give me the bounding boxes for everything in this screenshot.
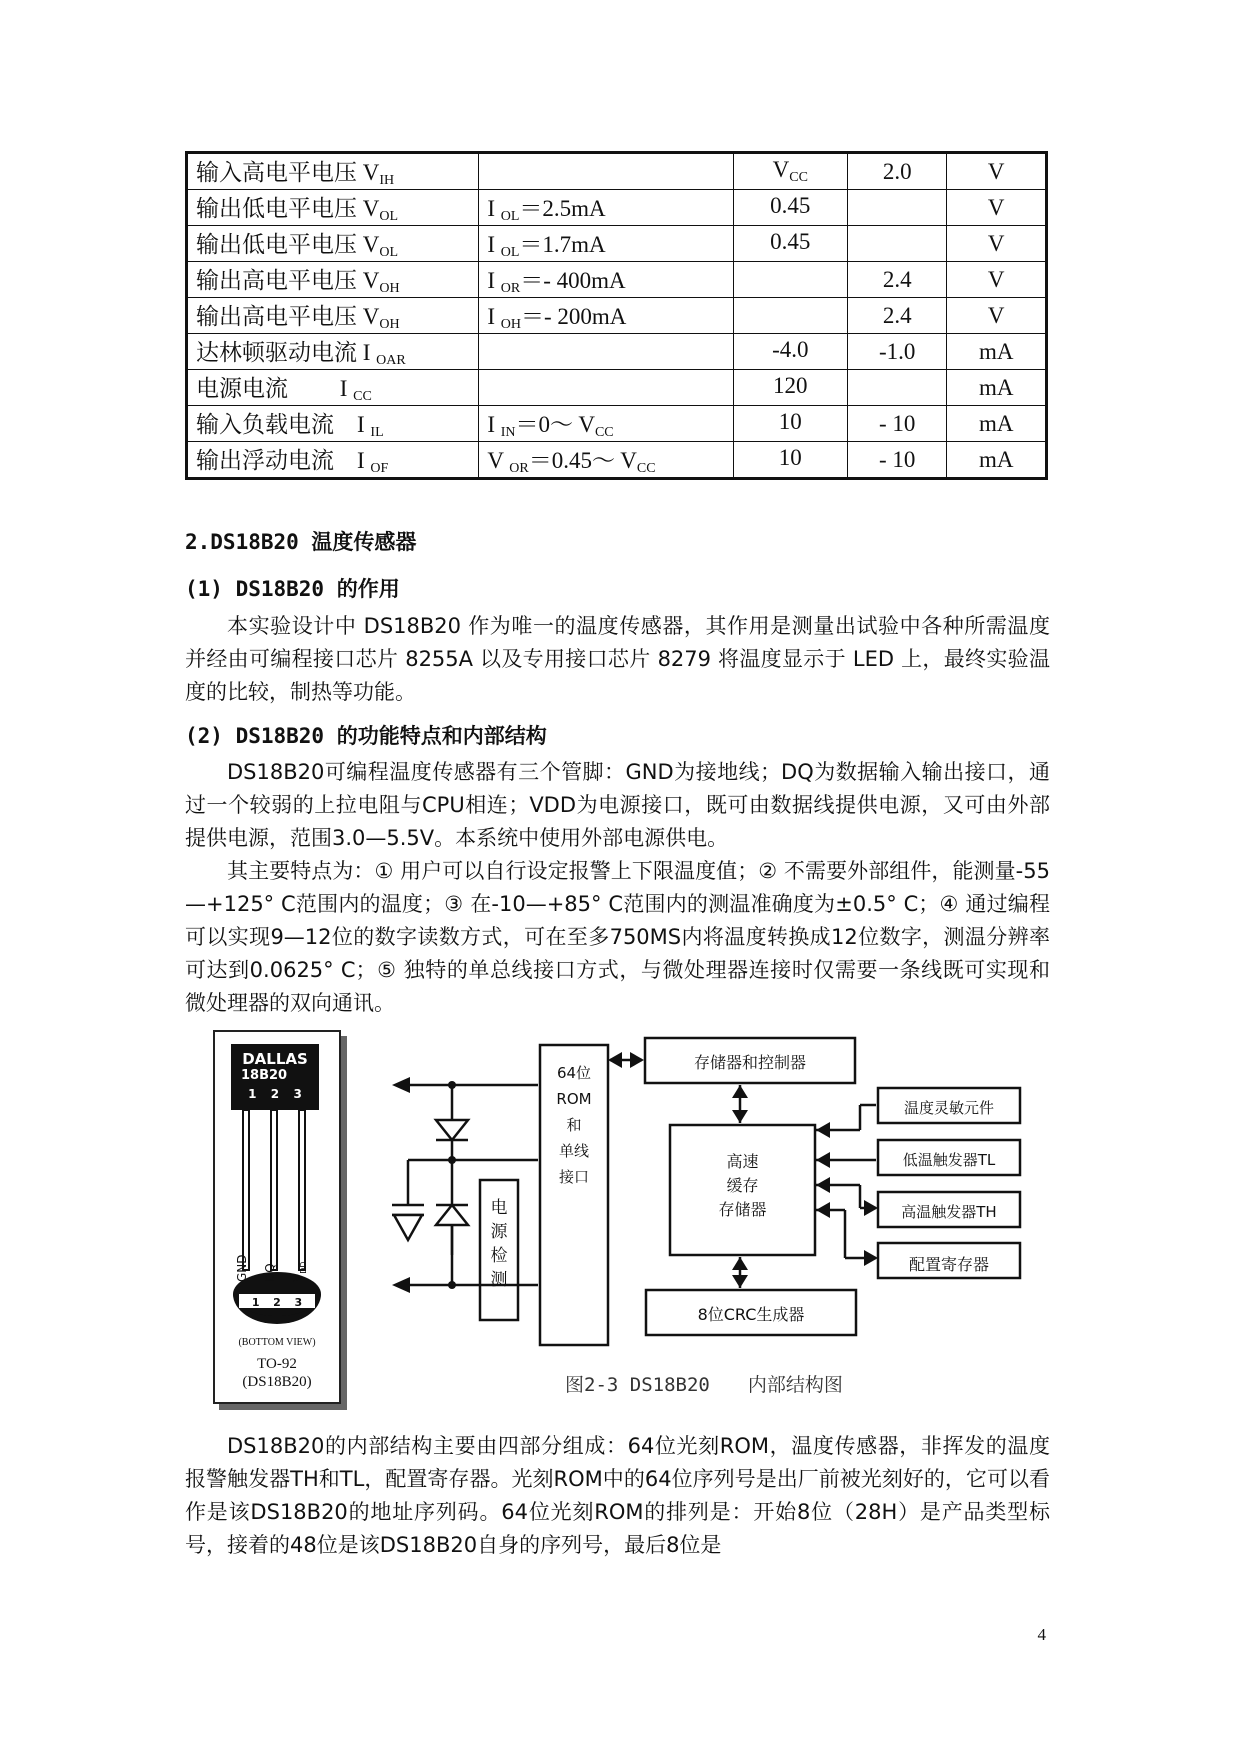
rom-line: 64位 [556, 1064, 592, 1082]
max-cell-text: 2.0 [882, 158, 912, 184]
condition-cell-text: ＝2.5mA [519, 196, 606, 221]
param-cell [187, 334, 479, 370]
rom-line: 单线 [558, 1142, 589, 1160]
unit-cell-text: mA [978, 338, 1014, 364]
condition-cell-subscript: OH [500, 317, 521, 332]
max-cell [847, 153, 947, 190]
max-cell-text: - 10 [879, 446, 916, 472]
condition-cell [479, 226, 733, 262]
scratchpad-line: 缓存 [726, 1176, 759, 1195]
min-cell-subscript: CC [789, 170, 808, 185]
unit-cell [947, 370, 1047, 406]
condition-cell-text: I [487, 196, 501, 221]
condition-cell-text: ＝0～ V [515, 412, 595, 437]
scratchpad-label [670, 1150, 815, 1222]
condition-cell [479, 370, 733, 406]
min-cell [733, 153, 847, 190]
power-detect-char: 检 [490, 1246, 508, 1266]
unit-cell-text: mA [978, 446, 1014, 472]
condition-cell [479, 334, 733, 370]
unit-cell-text: V [987, 230, 1005, 256]
subsection-title-1: (1) DS18B20 的作用 [185, 577, 400, 601]
paragraph-1 [185, 610, 1050, 709]
condition-cell-subscript: OR [509, 461, 529, 476]
max-cell [847, 406, 947, 442]
bottom-pin-number: 2 [273, 1296, 281, 1309]
unit-cell [947, 262, 1047, 298]
min-cell-text: 10 [778, 409, 802, 434]
figure-caption: 图2-3 DS18B20 内部结构图 [565, 1374, 843, 1396]
param-cell-subscript: OL [379, 245, 399, 260]
chip-model: 18B20 [241, 1068, 288, 1083]
paragraph-3-text: 其主要特点为：① 用户可以自行设定报警上下限温度值；② 不需要外部组件，能测量-55—+125° C范围内的温度；③ 在-10—+85° C范围内的测温准确度为±0.5° C；④ 通过编程可以实现9—12位的数字读数方式，可在至多750MS内将温度转换成12位数字，测温分辨率可达到0.0625° C；⑤ 独特的单总线接口方式，与微处理器连接时仅需要一条线既可实现和微处理器的双向通讯。 [185, 859, 1050, 1015]
condition-cell-subscript: IN [500, 425, 516, 440]
min-cell [733, 226, 847, 262]
min-cell [733, 262, 847, 298]
pin-label-vdd-sub: DD [299, 1261, 308, 1274]
paragraph-2-text: DS18B20可编程温度传感器有三个管脚：GND为接地线；DQ为数据输入输出接口，通过一个较弱的上拉电阻与CPU相连；VDD为电源接口，既可由数据线提供电源，又可由外部提供电源，范围3.0—5.5V。本系统中使用外部电源供电。 [185, 760, 1050, 850]
min-cell-text: 0.45 [770, 229, 811, 254]
condition-cell-text: I [487, 304, 501, 329]
unit-cell [947, 298, 1047, 334]
max-cell [847, 190, 947, 226]
to92-pinout-figure [213, 1030, 341, 1404]
param-cell-subscript: CC [353, 389, 372, 404]
paragraph-4-text: DS18B20的内部结构主要由四部分组成：64位光刻ROM，温度传感器，非挥发的温度报警触发器TH和TL，配置寄存器。光刻ROM中的64位序列号是出厂前被光刻好的，它可以看作是该DS18B20的地址序列码。64位光刻ROM的排列是：开始8位（28H）是产品类型标号，接着的48位是该DS18B20自身的序列号，最后8位是 [185, 1434, 1050, 1557]
max-cell [847, 226, 947, 262]
paragraph-4 [185, 1430, 1050, 1562]
min-cell-text: V [772, 157, 790, 182]
param-cell-text: 输出低电平电压 V [196, 196, 380, 221]
table-row [187, 153, 1047, 190]
condition-cell-text: ＝0.45～ V [528, 448, 637, 473]
config-label: 配置寄存器 [908, 1255, 989, 1274]
unit-cell-text: mA [978, 374, 1014, 400]
param-cell-subscript: OF [370, 461, 389, 476]
pin-number: 1 [248, 1087, 257, 1101]
param-cell-text: 输出浮动电流 I [196, 448, 371, 473]
param-cell-subscript: OL [379, 209, 399, 224]
param-cell-subscript: OH [379, 281, 400, 296]
min-cell [733, 190, 847, 226]
tl-label: 低温触发器TL [902, 1151, 996, 1169]
pin-label-dq: DQ [263, 1263, 277, 1282]
package-label: TO-92 [257, 1356, 297, 1372]
section-title: 2.DS18B20 温度传感器 [185, 530, 417, 554]
scratchpad-line: 高速 [726, 1152, 759, 1171]
bottom-pin-number: 3 [294, 1296, 303, 1309]
table-row [187, 370, 1047, 406]
max-cell [847, 370, 947, 406]
param-cell-text: 输出高电平电压 V [196, 268, 380, 293]
bottom-pin-numbers [245, 1296, 309, 1309]
pin-number: 3 [293, 1087, 302, 1101]
condition-cell-text: ＝- 400mA [520, 268, 626, 293]
page-number: 4 [1037, 1625, 1046, 1644]
param-cell-text: 输出高电平电压 V [196, 304, 380, 329]
rom-line: 接口 [558, 1168, 589, 1186]
condition-cell [479, 442, 733, 479]
chip-brand: DALLAS [242, 1050, 308, 1068]
param-cell-text: 输入高电平电压 V [196, 160, 380, 185]
unit-cell-text: mA [978, 410, 1014, 436]
param-cell-subscript: IH [379, 173, 395, 188]
condition-cell-text: I [487, 412, 501, 437]
bottom-view-label: (BOTTOM VIEW) [238, 1337, 316, 1348]
power-detect-char: 电 [490, 1198, 508, 1218]
condition-cell-subscript: OL [500, 245, 520, 260]
spec-table [185, 151, 1048, 480]
scratchpad-line: 存储器 [718, 1200, 767, 1219]
unit-cell [947, 334, 1047, 370]
param-cell [187, 153, 479, 190]
max-cell-text: 2.4 [882, 266, 912, 292]
min-cell-text: -4.0 [772, 337, 809, 362]
pin-label-gnd: GND [235, 1254, 249, 1282]
condition-cell [479, 298, 733, 334]
unit-cell [947, 226, 1047, 262]
max-cell [847, 298, 947, 334]
param-cell-text: 达林顿驱动电流 I [196, 340, 377, 365]
table-row [187, 262, 1047, 298]
param-cell [187, 262, 479, 298]
max-cell-text: -1.0 [879, 338, 916, 364]
max-cell [847, 442, 947, 479]
max-cell-text: - 10 [879, 410, 916, 436]
rom-line: ROM [556, 1090, 592, 1108]
min-cell-text: 10 [778, 445, 802, 470]
table-row [187, 190, 1047, 226]
power-detect-char: 源 [490, 1222, 508, 1242]
param-cell [187, 406, 479, 442]
table-row [187, 334, 1047, 370]
condition-cell [479, 190, 733, 226]
memory-control-label: 存储器和控制器 [693, 1053, 806, 1072]
unit-cell-text: V [987, 266, 1005, 292]
param-cell-subscript: OAR [376, 353, 406, 368]
unit-cell [947, 406, 1047, 442]
crc-label: 8位CRC生成器 [697, 1305, 805, 1324]
param-cell [187, 190, 479, 226]
param-cell-subscript: IL [370, 425, 384, 440]
rom-line: 和 [566, 1116, 582, 1134]
condition-cell [479, 153, 733, 190]
condition-cell-text: V [487, 448, 510, 473]
min-cell [733, 298, 847, 334]
max-cell-text: 2.4 [882, 302, 912, 328]
power-detect-char: 测 [490, 1270, 508, 1290]
condition-cell-subscript: CC [594, 425, 614, 440]
condition-cell-text: I [487, 268, 501, 293]
subsection-title-2: (2) DS18B20 的功能特点和内部结构 [185, 724, 547, 748]
condition-cell-text: ＝1.7mA [519, 232, 606, 257]
param-cell [187, 442, 479, 479]
condition-cell-text: ＝- 200mA [520, 304, 627, 329]
unit-cell-text: V [987, 194, 1005, 220]
paragraph-2 [185, 756, 1050, 1020]
power-detect-label [480, 1196, 518, 1292]
min-cell [733, 442, 847, 479]
min-cell-text: 0.45 [770, 193, 811, 218]
unit-cell [947, 190, 1047, 226]
unit-cell [947, 442, 1047, 479]
unit-cell-text: V [987, 302, 1005, 328]
table-row [187, 406, 1047, 442]
table-row [187, 442, 1047, 479]
th-label: 高温触发器TH [901, 1203, 997, 1221]
min-cell [733, 406, 847, 442]
unit-cell-text: V [987, 158, 1005, 184]
unit-cell [947, 153, 1047, 190]
bottom-pin-number: 1 [251, 1296, 260, 1309]
condition-cell [479, 406, 733, 442]
condition-cell-subscript: OL [500, 209, 520, 224]
condition-cell [479, 262, 733, 298]
condition-cell-subscript: CC [636, 461, 656, 476]
condition-cell-text: I [487, 232, 501, 257]
table-row [187, 298, 1047, 334]
temp-sensor-label: 温度灵敏元件 [903, 1099, 994, 1117]
param-cell-text: 输入负载电流 I [196, 412, 371, 437]
param-cell-text: 电源电流 I [196, 376, 354, 401]
param-cell-subscript: OH [379, 317, 400, 332]
param-cell [187, 226, 479, 262]
param-cell [187, 370, 479, 406]
param-cell [187, 298, 479, 334]
max-cell [847, 262, 947, 298]
min-cell [733, 334, 847, 370]
table-row [187, 226, 1047, 262]
rom-block-label [540, 1060, 608, 1190]
min-cell-text: 120 [773, 373, 808, 398]
max-cell [847, 334, 947, 370]
package-name-label: (DS18B20) [242, 1374, 312, 1390]
min-cell [733, 370, 847, 406]
pin-label-vdd [291, 1242, 308, 1282]
param-cell-text: 输出低电平电压 V [196, 232, 380, 257]
condition-cell-subscript: OR [500, 281, 521, 296]
paragraph-1-text: 本实验设计中 DS18B20 作为唯一的温度传感器，其作用是测量出试验中各种所需温度并经由可编程接口芯片 8255A 以及专用接口芯片 8279 将温度显示于 LED 上，最终实验温度的比较，制热等功能。 [185, 614, 1050, 704]
pin-number: 2 [270, 1087, 280, 1101]
pin-label-vdd-main: V [291, 1273, 305, 1282]
